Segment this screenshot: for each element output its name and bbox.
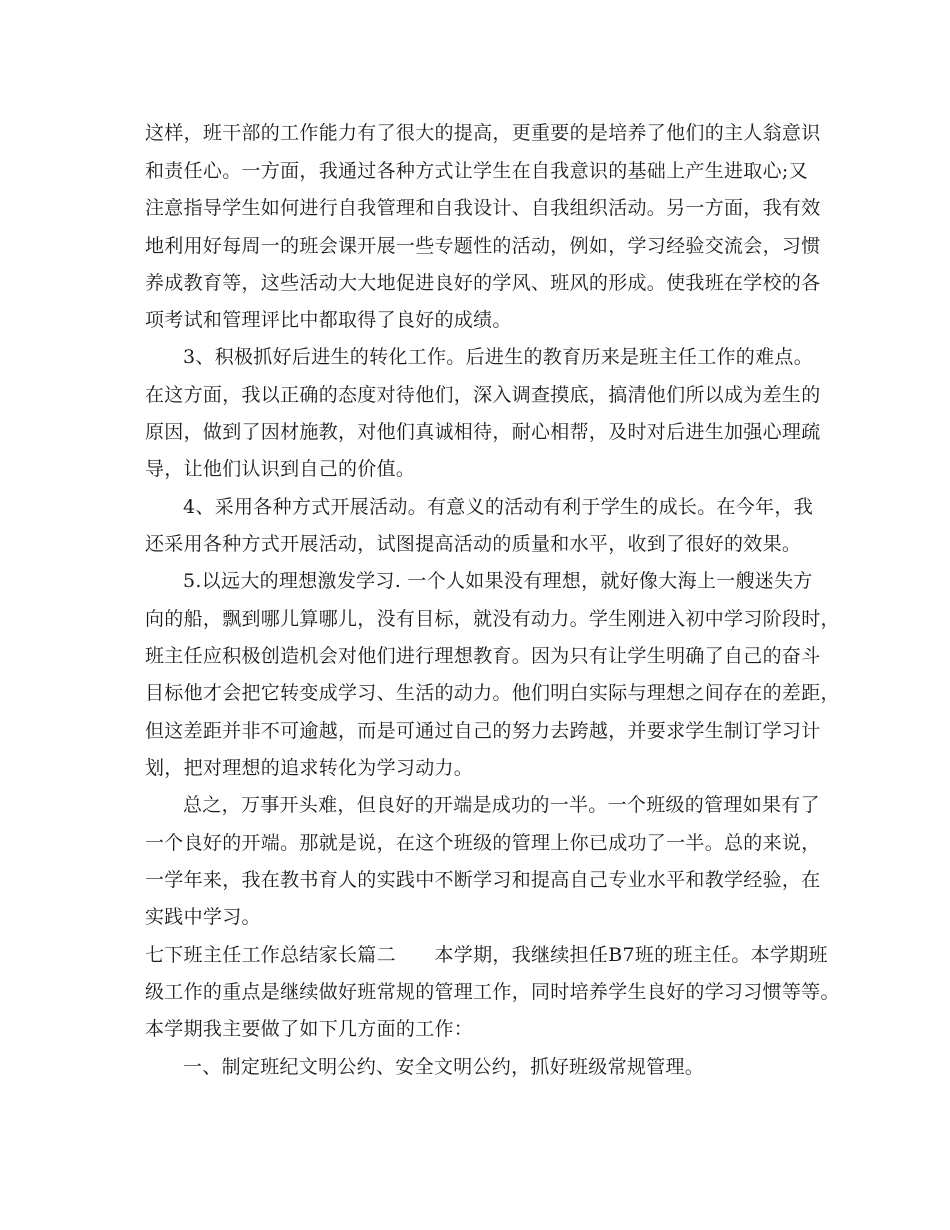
text-line: 划，把对理想的追求转化为学习动力。 xyxy=(145,757,474,779)
text-line: 和责任心。一方面，我通过各种方式让学生在自我意识的基础上产生进取心;又 xyxy=(145,160,808,182)
paragraph-start-line: 5.以远大的理想激发学习. 一个人如果没有理想，就好像大海上一艘迷失方 xyxy=(183,570,813,592)
text-line: 这样，班干部的工作能力有了很大的提高，更重要的是培养了他们的主人翁意识 xyxy=(145,122,821,144)
text-line: 导，让他们认识到自己的价值。 xyxy=(145,458,416,480)
text-line: 班主任应积极创造机会对他们进行理想教育。因为只有让学生明确了自己的奋斗 xyxy=(145,645,821,667)
text-line: 但这差距并非不可逾越，而是可通过自己的努力去跨越，并要求学生制订学习计 xyxy=(145,720,821,742)
paragraph-start-line: 一、制定班纪文明公约、安全文明公约，抓好班级常规管理。 xyxy=(183,1056,705,1078)
paragraph-start-line: 总之，万事开头难，但良好的开端是成功的一半。一个班级的管理如果有了 xyxy=(183,794,820,816)
text-line: 在这方面，我以正确的态度对待他们，深入调查摸底，搞清他们所以成为差生的 xyxy=(145,384,821,406)
text-line: 一学年来，我在教书育人的实践中不断学习和提高自己专业水平和教学经验，在 xyxy=(145,869,821,891)
text-line: 本学期我主要做了如下几方面的工作： xyxy=(145,1018,474,1040)
text-line: 注意指导学生如何进行自我管理和自我设计、自我组织活动。另一方面，我有效 xyxy=(145,197,821,219)
text-line: 级工作的重点是继续做好班常规的管理工作，同时培养学生良好的学习习惯等等。 xyxy=(145,981,840,1003)
text-line: 实践中学习。 xyxy=(145,906,261,928)
section-heading-line: 七下班主任工作总结家长篇二 本学期，我继续担任B7班的班主任。本学期班 xyxy=(145,944,828,966)
text-line: 项考试和管理评比中都取得了良好的成绩。 xyxy=(145,309,512,331)
text-line: 还采用各种方式开展活动，试图提高活动的质量和水平，收到了很好的效果。 xyxy=(145,533,802,555)
text-line: 原因，做到了因材施教，对他们真诚相待，耐心相帮，及时对后进生加强心理疏 xyxy=(145,421,821,443)
text-line: 目标他才会把它转变成学习、生活的动力。他们明白实际与理想之间存在的差距， xyxy=(145,682,840,704)
text-line: 一个良好的开端。那就是说，在这个班级的管理上你已成功了一半。总的来说， xyxy=(145,832,821,854)
text-line: 养成教育等，这些活动大大地促进良好的学风、班风的形成。使我班在学校的各 xyxy=(145,272,821,294)
text-line: 地利用好每周一的班会课开展一些专题性的活动，例如，学习经验交流会，习惯 xyxy=(145,235,821,257)
text-line: 向的船，飘到哪儿算哪儿，没有目标，就没有动力。学生刚进入初中学习阶段时， xyxy=(145,608,840,630)
paragraph-start-line: 3、积极抓好后进生的转化工作。后进生的教育历来是班主任工作的难点。 xyxy=(183,346,813,368)
paragraph-start-line: 4、采用各种方式开展活动。有意义的活动有利于学生的成长。在今年，我 xyxy=(183,496,813,518)
